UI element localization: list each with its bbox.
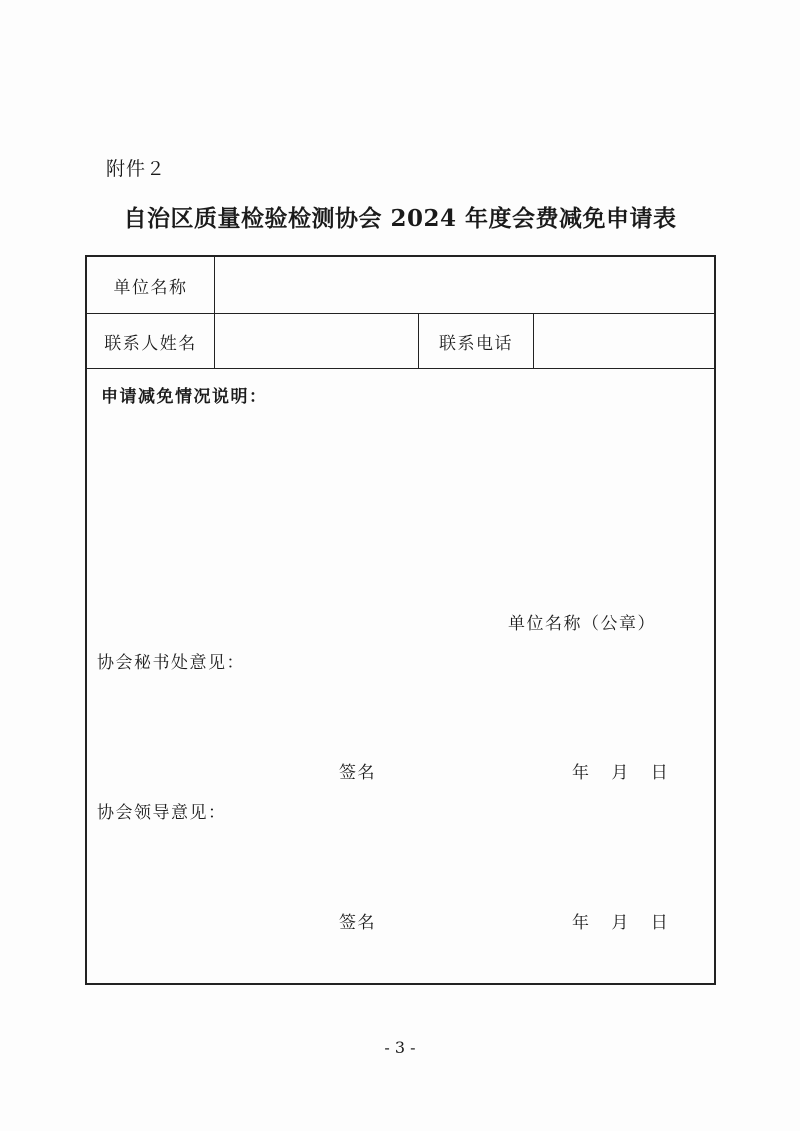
unit-name-label: 单位名称 xyxy=(87,257,215,313)
unit-name-field[interactable] xyxy=(215,257,714,313)
secretariat-date-label: 年 月 日 xyxy=(572,763,670,783)
leader-signature-label: 签名 xyxy=(339,913,376,933)
phone-label: 联系电话 xyxy=(419,314,534,368)
form-row-contact xyxy=(87,314,714,369)
secretariat-signature-label: 签名 xyxy=(339,763,376,783)
attachment-label: 附件２ xyxy=(106,158,167,180)
application-description-label: 申请减免情况说明： xyxy=(101,387,268,407)
contact-name-field[interactable] xyxy=(215,314,419,368)
leader-opinion-label: 协会领导意见： xyxy=(97,803,227,823)
document-title: 自治区质量检验检测协会 2024 年度会费减免申请表 xyxy=(123,205,677,232)
unit-seal-label: 单位名称（公章） xyxy=(508,614,656,634)
page-number: - 3 - xyxy=(384,1038,416,1057)
leader-date-label: 年 月 日 xyxy=(572,913,670,933)
contact-name-label: 联系人姓名 xyxy=(87,314,215,368)
phone-field[interactable] xyxy=(534,314,714,368)
secretariat-opinion-label: 协会秘书处意见： xyxy=(97,653,245,673)
form-row-unit xyxy=(87,257,714,314)
fee-reduction-form xyxy=(85,255,716,985)
